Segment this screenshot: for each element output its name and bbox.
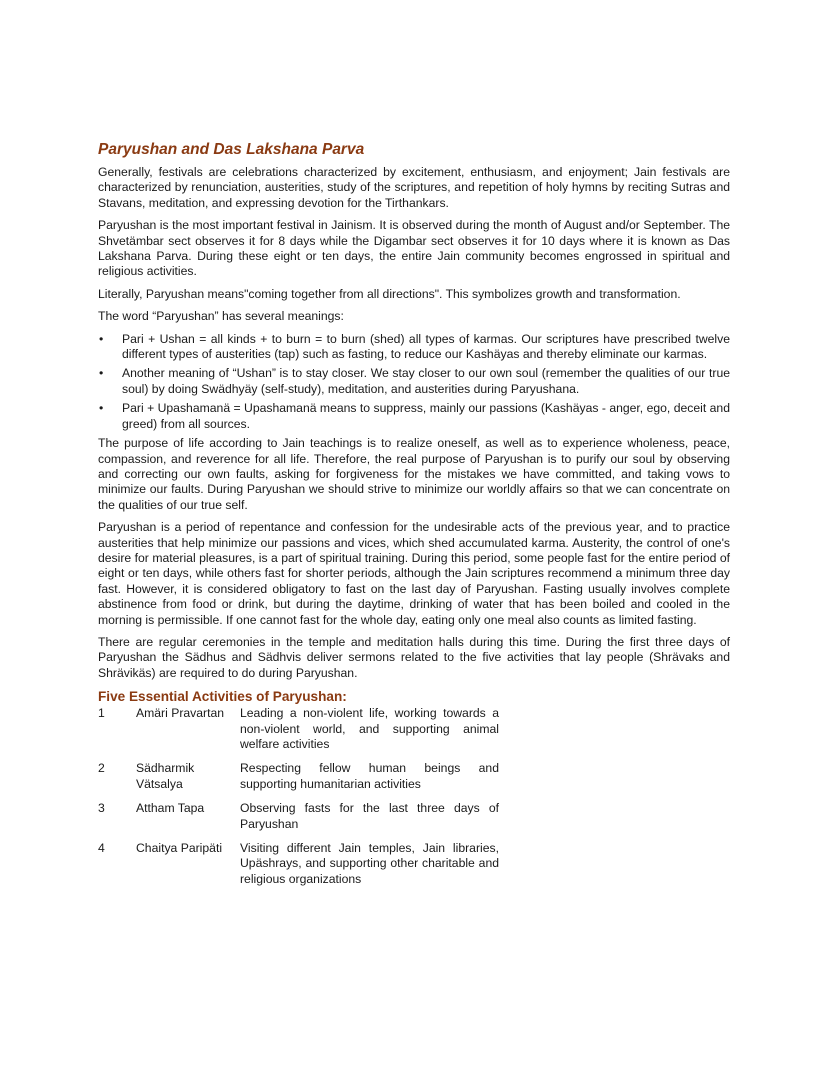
list-item-text: Pari + Ushan = all kinds + to burn = to burn (shed) all types of karmas. Our scriptures have prescribed twelve different types of austerities (tap) such as fasting, to reduce our Kashäyas and thereby eliminate our karmas. bbox=[122, 331, 730, 362]
activity-name: Sädharmik Vätsalya bbox=[136, 761, 195, 791]
intro-paragraph-4: The word “Paryushan” has several meanings: bbox=[98, 309, 344, 324]
page-title: Paryushan and Das Lakshana Parva bbox=[98, 141, 365, 158]
table-row bbox=[98, 761, 499, 801]
body-paragraph-1: The purpose of life according to Jain teachings is to realize oneself, as well as to experience wholeness, peace, compassion, and reverence for all life. Therefore, the real purpose of Paryushan is to purify our soul by observing and correcting our own faults, asking for forgiveness for the mistakes we have committed, and taking vows to minimize our faults. During Paryushan we should strive to minimize our worldly affairs so that we can concentrate on the qualities of our true self. bbox=[98, 436, 730, 512]
list-item-text: Another meaning of “Ushan” is to stay closer. We stay closer to our own soul (remember the qualities of our true soul) by doing Swädhyäy (self-study), meditation, and austerities during Paryushana. bbox=[122, 366, 730, 396]
activities-table bbox=[98, 706, 499, 896]
body-paragraph-3: There are regular ceremonies in the temple and meditation halls during this time. During the first three days of Paryushan the Sädhus and Sädhvis deliver sermons related to the five activities that lay people (Shrävaks and Shrävikäs) are required to do during Paryushan. bbox=[98, 634, 730, 680]
bullet-icon: • bbox=[99, 401, 104, 416]
list-item bbox=[98, 401, 730, 432]
intro-paragraph-2: Paryushan is the most important festival in Jainism. It is observed during the month of August and/or September. The Shvetämbar sect observes it for 8 days while the Digambar sect observes it for 10 days where it is known as Das Lakshana Parva. During these eight or ten days, the entire Jain community becomes engrossed in spiritual and religious activities. bbox=[98, 218, 730, 279]
table-row bbox=[98, 841, 499, 896]
list-item bbox=[98, 332, 730, 363]
bullet-icon: • bbox=[99, 366, 104, 381]
activity-number: 1 bbox=[98, 706, 105, 721]
bullet-icon: • bbox=[99, 331, 104, 346]
intro-paragraph-3: Literally, Paryushan means"coming together from all directions". This symbolizes growth and transformation. bbox=[98, 286, 681, 301]
activity-description: Respecting fellow human beings and supporting humanitarian activities bbox=[240, 761, 499, 791]
activity-number: 2 bbox=[98, 761, 105, 776]
activity-description: Visiting different Jain temples, Jain libraries, Upäshrays, and supporting other charitable and religious organizations bbox=[240, 841, 499, 886]
list-item-text: Pari + Upashamanä = Upashamanä means to suppress, mainly our passions (Kashäyas - anger, ego, deceit and greed) from all sources. bbox=[122, 401, 730, 431]
activity-name: Amäri Pravartan bbox=[136, 706, 225, 721]
activity-number: 3 bbox=[98, 801, 105, 816]
list-item bbox=[98, 366, 730, 397]
activities-heading: Five Essential Activities of Paryushan: bbox=[98, 689, 347, 705]
activity-number: 4 bbox=[98, 841, 105, 856]
activity-name: Chaitya Paripäti bbox=[136, 841, 223, 856]
body-paragraph-2: Paryushan is a period of repentance and confession for the undesirable acts of the previous year, and to practice austerities that help minimize our passions and vices, which shed accumulated karma. Austerity, the control of one's desire for material pleasures, is a part of spiritual training. During this period, some people fast for the entire period of eight or ten days, while others fast for shorter periods, although the Jain scriptures recommend a minimum three day fast. However, it is considered obligatory to fast on the last day of Paryushan. Fasting usually involves complete abstinence from food or drink, but during the daytime, drinking of water that has been boiled and cooled in the morning is permissible. If one cannot fast for the whole day, eating only one meal also counts as limited fasting. bbox=[98, 520, 730, 627]
activity-description: Leading a non-violent life, working towards a non-violent world, and supporting animal welfare activities bbox=[240, 706, 499, 751]
table-row bbox=[98, 801, 499, 841]
meanings-list bbox=[98, 332, 730, 432]
activity-description: Observing fasts for the last three days of Paryushan bbox=[240, 801, 499, 831]
table-row bbox=[98, 706, 499, 761]
intro-paragraph-1: Generally, festivals are celebrations characterized by excitement, enthusiasm, and enjoyment; Jain festivals are characterized by renunciation, austerities, study of the scriptures, and repetition of holy hymns by reciting Sutras and Stavans, meditation, and expressing devotion for the Tirthankars. bbox=[98, 165, 730, 210]
activity-name: Attham Tapa bbox=[136, 801, 205, 816]
